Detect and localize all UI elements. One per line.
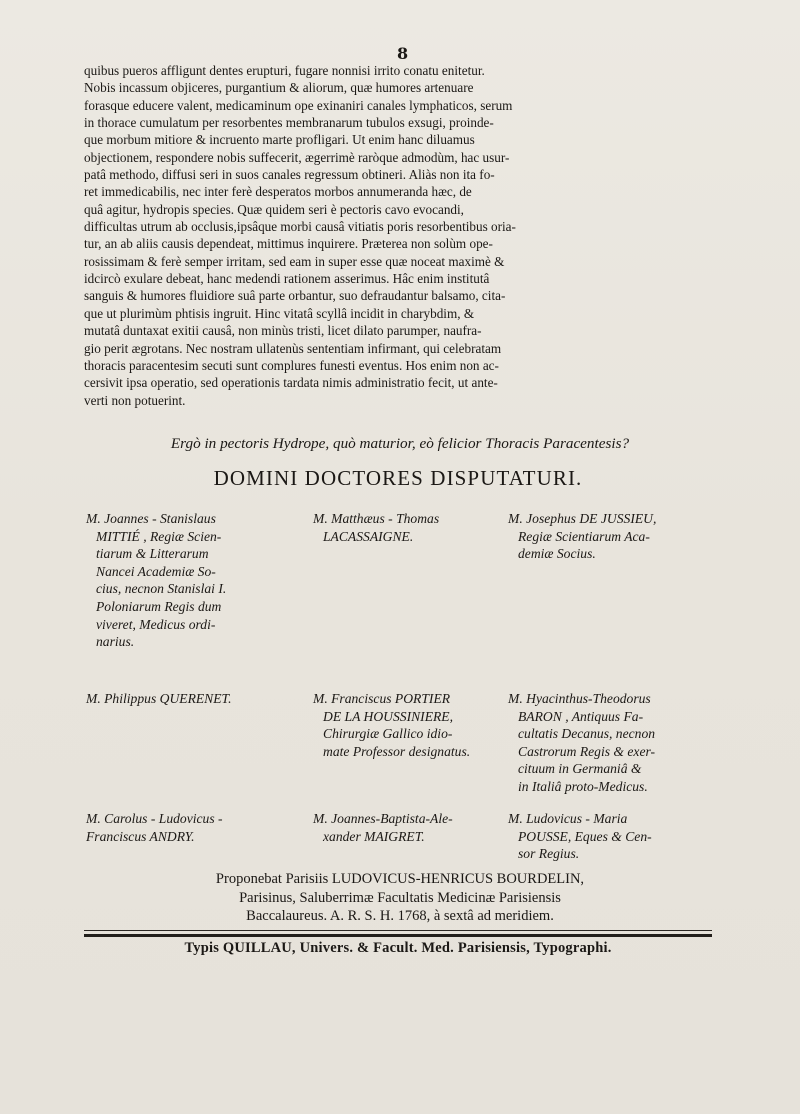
- doctor-line: in Italiâ proto-Medicus.: [518, 778, 648, 794]
- footer-line: Proponebat Parisiis LUDOVICUS-HENRICUS BOURDELIN,: [215, 871, 585, 887]
- doctor-line: Franciscus ANDRY.: [86, 828, 195, 844]
- doctor-line: LACASSAIGNE.: [323, 528, 414, 544]
- doctor-line: DE LA HOUSSINIERE,: [323, 708, 454, 724]
- body-text: [84, 62, 710, 409]
- doctor-line: Nancei Academiæ So-: [96, 563, 216, 579]
- doctor-line: tiarum & Litterarum: [96, 546, 209, 562]
- doctor-line: POUSSE, Eques & Cen-: [518, 828, 652, 844]
- doctor-line: Chirurgiæ Gallico idio-: [323, 726, 453, 742]
- doctor-line: M. Ludovicus - Maria: [508, 811, 628, 826]
- doctor-line: Poloniarum Regis dum: [96, 598, 222, 614]
- body-line: que ut plurimùm phtisis ingruit. Hinc vitatâ scyllâ incidit in charybdim, &: [84, 305, 475, 321]
- doctor-entry: [86, 690, 290, 708]
- body-line: verti non potuerint.: [84, 392, 186, 408]
- doctor-entry: [313, 690, 508, 760]
- doctor-line: cultatis Decanus, necnon: [518, 726, 656, 742]
- body-line: idcircò exulare debeat, hanc medendi rationem asserimus. Hâc enim institutâ: [84, 271, 490, 287]
- doctor-line: M. Franciscus PORTIER: [313, 691, 451, 706]
- doctor-line: M. Josephus DE JUSSIEU,: [508, 511, 657, 526]
- doctor-entry: [508, 810, 728, 863]
- doctor-line: demiæ Socius.: [518, 546, 596, 562]
- doctor-entry: [86, 510, 290, 651]
- doctor-line: M. Joannes - Stanislaus: [86, 511, 216, 526]
- doctor-line: M. Philippus QUERENET.: [86, 691, 232, 706]
- body-line: thoracis paracentesim secuti sunt complures funesti eventus. Hos enim non ac-: [84, 357, 499, 373]
- body-line: patâ methodo, diffusi seri in suos canales regressum obtineri. Aliàs non ita fo-: [84, 167, 495, 183]
- doctor-line: cius, necnon Stanislai I.: [96, 581, 227, 597]
- body-line: mutatâ duntaxat exitii causâ, non minùs tristi, licet dilato parumper, naufra-: [84, 323, 482, 339]
- doctor-line: M. Joannes-Baptista-Ale-: [313, 811, 453, 826]
- divider-rule: [84, 930, 712, 931]
- doctor-line: Regiæ Scientiarum Aca-: [518, 528, 650, 544]
- divider-rule-thick: [84, 934, 712, 937]
- printer-imprint: Typis QUILLAU, Univers. & Facult. Med. Parisiensis, Typographi.: [184, 940, 612, 956]
- doctor-line: MITTIÉ , Regiæ Scien-: [96, 528, 222, 544]
- doctor-line: BARON , Antiquus Fa-: [518, 708, 644, 724]
- doctor-line: Castrorum Regis & exer-: [518, 743, 656, 759]
- body-line: difficultas utrum ab occlusis,ipsâque morbi causâ vitiatis poris resorbentibus oria-: [84, 219, 516, 235]
- footer-line: Parisinus, Saluberrimæ Facultatis Medicinæ Parisiensis: [239, 889, 561, 906]
- body-line: Nobis incassum objiceres, purgantium & aliorum, quæ humores artenuare: [84, 80, 474, 96]
- doctor-line: M. Carolus - Ludovicus -: [86, 811, 223, 826]
- doctor-entry: [313, 810, 508, 845]
- footer-line: Baccalaureus. A. R. S. H. 1768, à sextâ ad meridiem.: [246, 908, 554, 925]
- body-line: ret immedicabilis, nec inter ferè desperatos morbos annumeranda hæc, de: [84, 184, 472, 200]
- doctors-heading: DOMINI DOCTORES DISPUTATURI.: [213, 466, 583, 490]
- doctor-entry: [508, 690, 728, 796]
- doctor-line: cituum in Germaniâ &: [518, 761, 642, 777]
- doctor-line: M. Hyacinthus-Theodorus: [508, 691, 651, 706]
- doctor-line: narius.: [96, 634, 135, 650]
- body-line: sanguis & humores fluidiore suâ parte orbantur, suo defraudantur balsamo, cita-: [84, 288, 506, 304]
- doctor-line: mate Professor designatus.: [323, 743, 471, 759]
- body-line: cersivit ipsa operatio, sed operationis tardata nimis administratio fecit, ut ante-: [84, 375, 498, 391]
- body-line: gio perit ægrotans. Nec nostram ullatenùs sententiam infirmant, qui celebratam: [84, 340, 502, 356]
- body-line: que morbum mitiore & incruento marte profligari. Ut enim hanc diluamus: [84, 132, 475, 148]
- body-line: forasque educere valent, medicaminum ope exinaniri canales lymphaticos, serum: [84, 97, 513, 113]
- doctor-line: viveret, Medicus ordi-: [96, 616, 216, 632]
- body-line: tur, an ab aliis causis dependeat, mittimus inquirere. Præterea non solùm ope-: [84, 236, 493, 252]
- body-line: objectionem, respondere nobis suffecerit, ægerrimè raròque admodùm, hac usur-: [84, 149, 510, 165]
- doctor-line: sor Regius.: [518, 846, 580, 862]
- doctor-line: M. Matthæus - Thomas: [313, 511, 440, 526]
- doctor-entry: [313, 510, 508, 545]
- doctor-entry: [86, 810, 290, 845]
- proponent-statement: [140, 870, 660, 926]
- body-line: in thorace cumulatum per resorbentes membranarum tubulos exsugi, proinde-: [84, 115, 494, 131]
- body-line: rosissimam & ferè semper irritam, sed eam in super esse quæ noceat maximè &: [84, 253, 505, 269]
- body-line: quâ agitur, hydropis species. Quæ quidem seri è pectoris cavo evocandi,: [84, 201, 464, 217]
- thesis-question: Ergò in pectoris Hydrope, quò maturior, eò felicior Thoracis Paracentesis?: [170, 435, 630, 452]
- body-line: quibus pueros affligunt dentes erupturi, fugare nonnisi irrito conatu enitetur.: [84, 63, 485, 78]
- page-number: 8: [397, 44, 409, 63]
- doctor-line: xander MAIGRET.: [323, 828, 425, 844]
- doctor-entry: [508, 510, 728, 563]
